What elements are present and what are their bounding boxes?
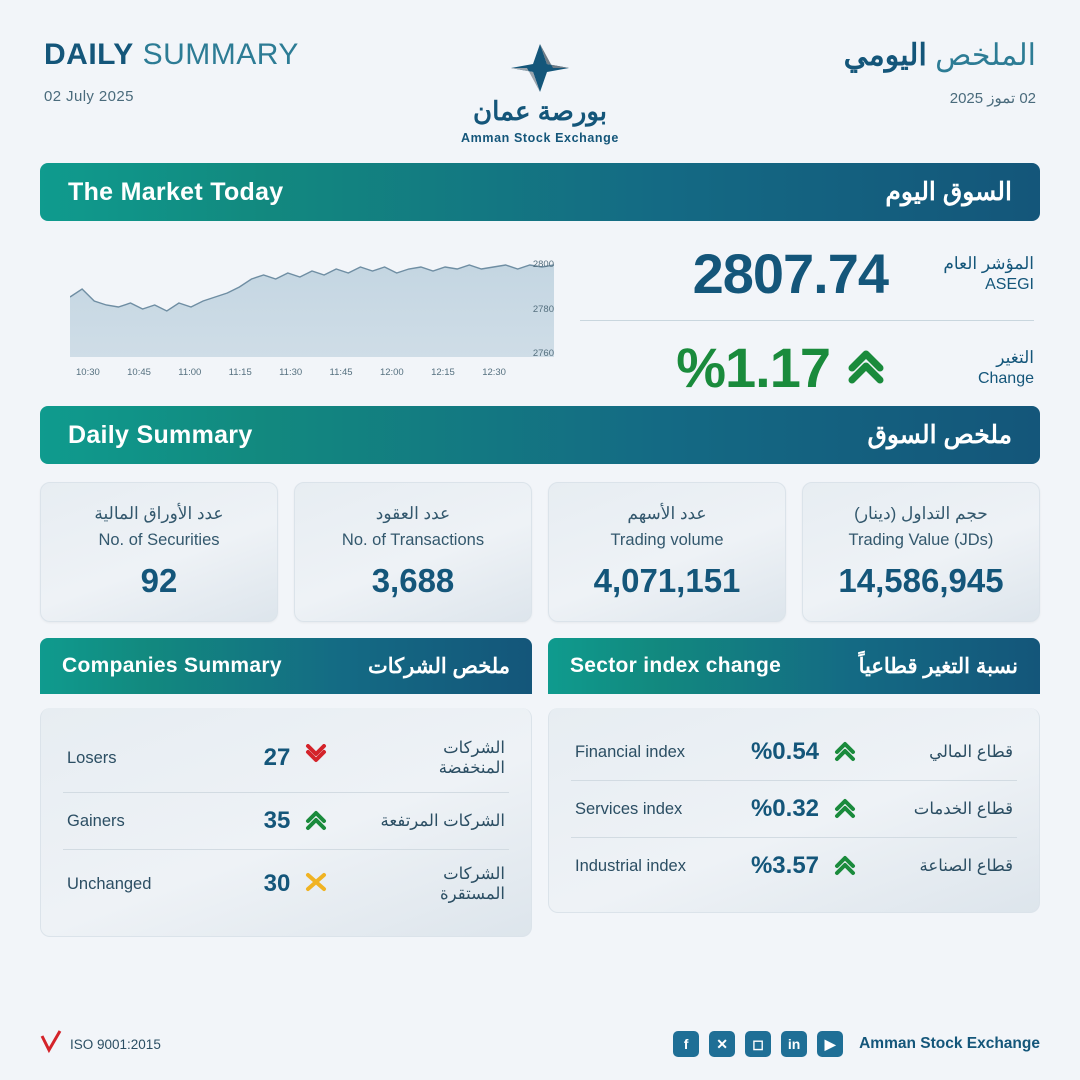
summary-card bbox=[294, 482, 532, 622]
iso-certification bbox=[40, 1030, 161, 1058]
x-icon[interactable]: ✕ bbox=[709, 1031, 735, 1057]
linkedin-icon[interactable]: in bbox=[781, 1031, 807, 1057]
page-title-rest: SUMMARY bbox=[133, 38, 299, 71]
chart-x-tick: 12:15 bbox=[431, 367, 455, 378]
header-right bbox=[706, 38, 1036, 107]
card-value: 3,688 bbox=[371, 562, 455, 599]
ase-logo bbox=[415, 38, 665, 145]
chart-x-tick: 11:30 bbox=[279, 367, 303, 378]
card-label-en: No. of Transactions bbox=[341, 531, 485, 549]
row-label-en: Services index bbox=[575, 799, 683, 818]
chart-y-tick: 2800 bbox=[532, 259, 554, 270]
chart-x-axis bbox=[70, 363, 554, 378]
chart-x-tick: 10:30 bbox=[76, 367, 100, 378]
row-label-ar: قطاع الخدمات bbox=[913, 800, 1013, 818]
sector-index-body bbox=[548, 708, 1040, 913]
companies-summary-title-ar: ملخص الشركات bbox=[367, 654, 510, 678]
page-title-ar-rest: الملخص bbox=[926, 39, 1036, 72]
page-footer bbox=[40, 1030, 1040, 1058]
index-label-en: ASEGI bbox=[985, 275, 1034, 293]
index-label-ar: المؤشر العام bbox=[943, 253, 1034, 273]
date-en: 02 July 2025 bbox=[44, 88, 134, 105]
page-title-bold: DAILY bbox=[44, 38, 134, 71]
arrow-up-icon bbox=[833, 852, 857, 880]
row-label-en: Losers bbox=[67, 748, 117, 767]
instagram-icon[interactable]: ◻ bbox=[745, 1031, 771, 1057]
social-links bbox=[673, 1031, 1040, 1057]
chart-y-tick: 2780 bbox=[532, 303, 554, 315]
iso-label: ISO 9001:2015 bbox=[70, 1036, 161, 1052]
logo-name-en: Amman Stock Exchange bbox=[461, 131, 619, 145]
row-value: 27 bbox=[263, 744, 291, 771]
card-label-ar: عدد العقود bbox=[375, 504, 451, 523]
card-label-en: Trading Value (JDs) bbox=[848, 531, 994, 549]
facebook-icon[interactable]: f bbox=[673, 1031, 699, 1057]
chart-x-tick: 11:00 bbox=[178, 367, 202, 378]
row-label-ar: الشركات المنخفضة bbox=[438, 739, 505, 777]
chart-x-tick: 12:00 bbox=[379, 367, 404, 378]
index-change-row bbox=[580, 320, 1034, 400]
table-row bbox=[571, 724, 1017, 781]
row-label-ar: قطاع المالي bbox=[929, 743, 1013, 761]
market-today-title-ar: السوق اليوم bbox=[885, 178, 1012, 206]
market-today-content bbox=[40, 221, 1040, 406]
chart-y-tick: 2760 bbox=[532, 348, 554, 359]
market-today-bar bbox=[40, 163, 1040, 221]
row-value: 35 bbox=[263, 807, 291, 834]
row-value: 30 bbox=[263, 870, 291, 897]
companies-summary-body bbox=[40, 708, 532, 937]
chart-x-tick: 10:45 bbox=[127, 367, 151, 378]
companies-summary-panel bbox=[40, 638, 532, 937]
index-change-value: %1.17 bbox=[676, 336, 830, 399]
sector-index-bar bbox=[548, 638, 1040, 694]
logo-name-ar: بورصة عمان bbox=[472, 96, 608, 126]
table-row bbox=[571, 781, 1017, 838]
arrow-up-icon bbox=[844, 344, 888, 391]
row-value: %0.32 bbox=[750, 795, 820, 822]
change-label-ar: التغير bbox=[996, 347, 1034, 367]
card-label-ar: حجم التداول (دينار) bbox=[854, 504, 988, 523]
summary-card bbox=[548, 482, 786, 622]
card-value: 14,586,945 bbox=[838, 562, 1004, 599]
card-label-en: Trading volume bbox=[610, 531, 724, 549]
row-label-en: Financial index bbox=[575, 742, 686, 761]
page-title bbox=[44, 38, 374, 72]
social-account-name: Amman Stock Exchange bbox=[859, 1035, 1040, 1052]
table-row bbox=[571, 838, 1017, 894]
daily-summary-bar bbox=[40, 406, 1040, 464]
index-chart bbox=[40, 235, 560, 400]
card-label-ar: عدد الأوراق المالية bbox=[94, 504, 224, 523]
page-title-ar bbox=[706, 38, 1036, 73]
market-today-title-en: The Market Today bbox=[68, 177, 284, 206]
card-label-en: No. of Securities bbox=[98, 531, 220, 549]
row-value: %0.54 bbox=[750, 738, 820, 765]
chart-x-tick: 11:45 bbox=[329, 367, 353, 378]
summary-card bbox=[802, 482, 1040, 622]
date-ar: 02 تموز 2025 bbox=[949, 90, 1036, 107]
arrow-flat-icon bbox=[304, 870, 328, 898]
index-figures bbox=[560, 235, 1040, 400]
row-label-ar: الشركات المرتفعة bbox=[380, 812, 505, 830]
summary-card bbox=[40, 482, 278, 622]
check-icon bbox=[40, 1030, 62, 1058]
logo-star-icon bbox=[415, 42, 665, 94]
table-row bbox=[63, 793, 509, 850]
card-value: 4,071,151 bbox=[593, 562, 741, 599]
card-value: 92 bbox=[140, 562, 178, 599]
change-label-en: Change bbox=[977, 369, 1034, 387]
table-row bbox=[63, 850, 509, 918]
arrow-up-icon bbox=[304, 807, 328, 835]
row-value: %3.57 bbox=[750, 852, 820, 879]
index-chart-plot bbox=[70, 253, 554, 363]
chart-y-axis bbox=[533, 259, 554, 359]
page-header bbox=[40, 0, 1040, 163]
table-row bbox=[63, 724, 509, 793]
change-labels bbox=[914, 348, 1034, 388]
youtube-icon[interactable]: ▶ bbox=[817, 1031, 843, 1057]
summary-cards bbox=[40, 464, 1040, 638]
daily-summary-title-ar: ملخص السوق bbox=[867, 421, 1012, 449]
card-label-ar: عدد الأسهم bbox=[627, 504, 707, 523]
sector-index-title-en: Sector index change bbox=[570, 654, 782, 677]
sector-index-title-ar: نسبة التغير قطاعياً bbox=[858, 654, 1018, 678]
arrow-down-icon bbox=[304, 744, 328, 772]
arrow-up-icon bbox=[833, 795, 857, 823]
chart-x-tick: 11:15 bbox=[228, 367, 252, 378]
row-label-en: Unchanged bbox=[67, 874, 152, 893]
companies-summary-title-en: Companies Summary bbox=[62, 654, 282, 677]
chart-x-tick: 12:30 bbox=[482, 367, 506, 378]
row-label-en: Gainers bbox=[67, 811, 125, 830]
row-label-en: Industrial index bbox=[575, 856, 686, 875]
daily-summary-title-en: Daily Summary bbox=[68, 420, 253, 449]
arrow-up-icon bbox=[833, 738, 857, 766]
companies-summary-bar bbox=[40, 638, 532, 694]
sector-index-panel bbox=[548, 638, 1040, 937]
page-title-ar-bold: اليومي bbox=[843, 39, 927, 72]
index-labels bbox=[914, 254, 1034, 294]
index-value: 2807.74 bbox=[692, 242, 888, 305]
bottom-panels bbox=[40, 638, 1040, 937]
row-label-ar: الشركات المستقرة bbox=[440, 865, 505, 903]
row-label-ar: قطاع الصناعة bbox=[919, 857, 1013, 875]
index-value-row bbox=[580, 241, 1034, 320]
header-left bbox=[44, 38, 374, 105]
